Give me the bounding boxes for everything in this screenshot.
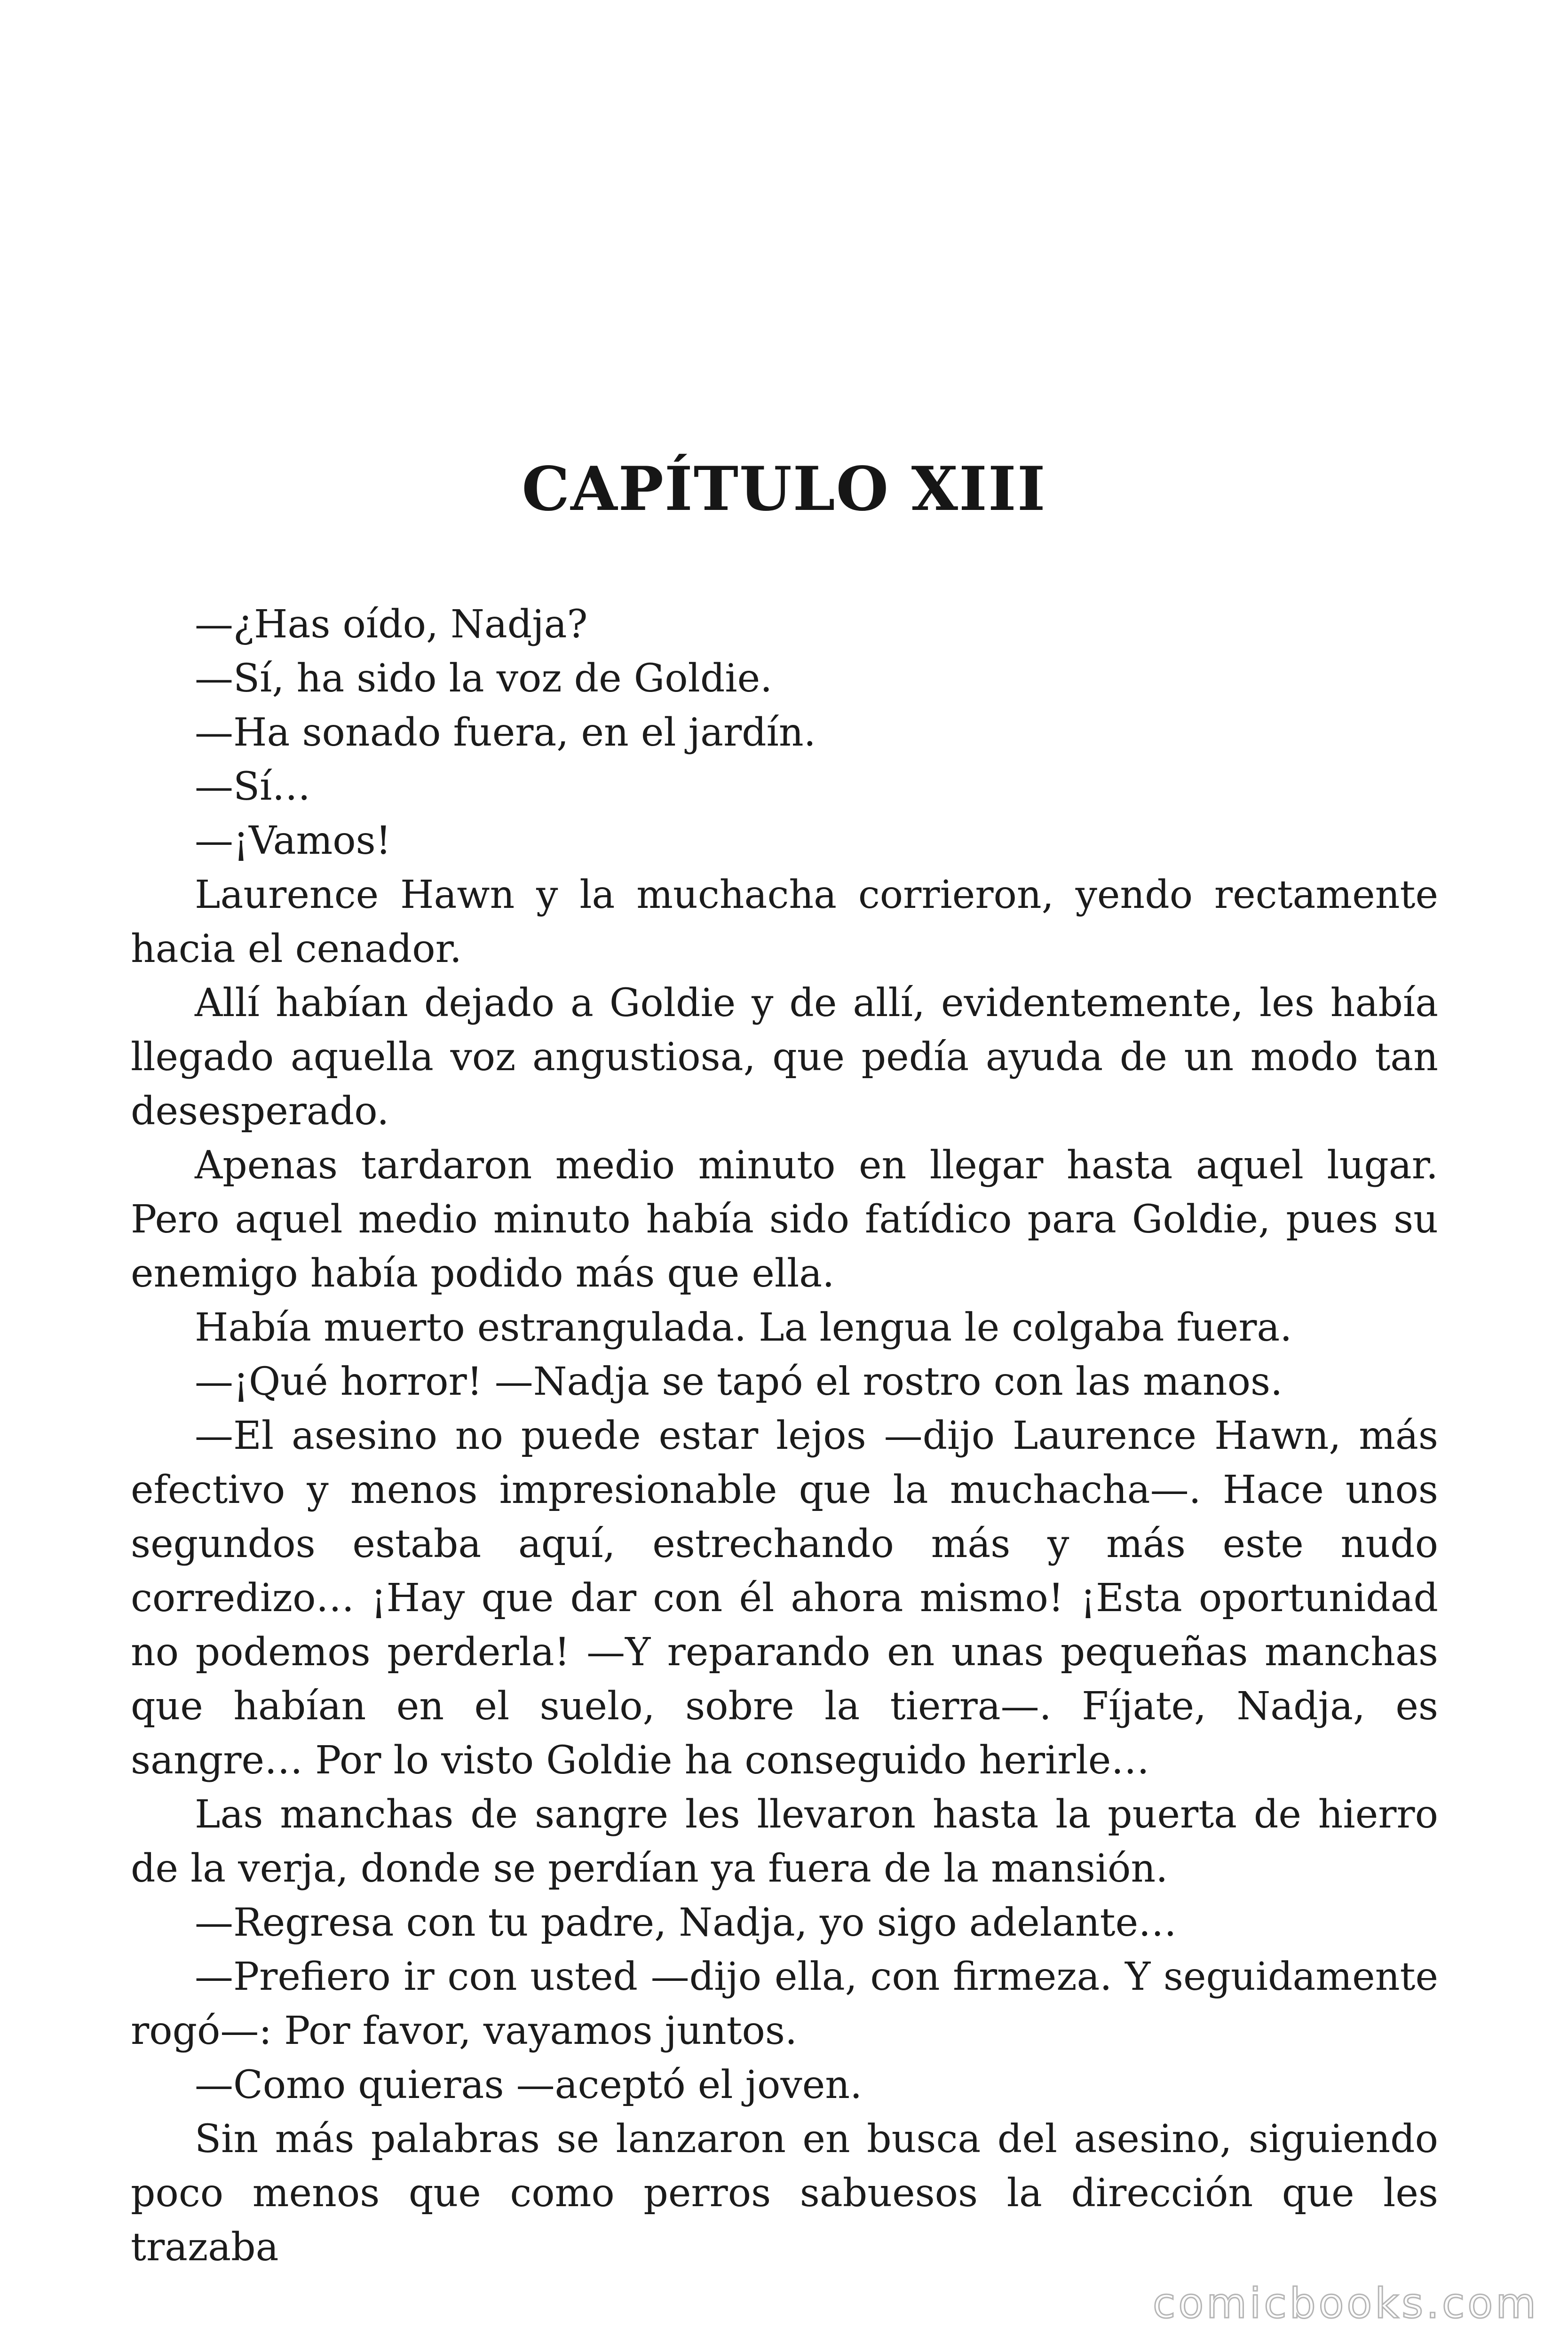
paragraph: Las manchas de sangre les llevaron hasta la puerta de hierro de la verja, donde se perdían ya fuera de la mansión. [131, 1792, 1438, 1891]
paragraph: —Regresa con tu padre, Nadja, yo sigo adelante… [195, 1900, 1177, 1945]
chapter-body [131, 597, 1438, 2274]
paragraph: Sin más palabras se lanzaron en busca del asesino, siguiendo poco menos que como perros sabuesos la dirección que les trazaba [131, 2117, 1438, 2270]
paragraph: —Prefiero ir con usted —dijo ella, con firmeza. Y seguidamente rogó—: Por favor, vayamos juntos. [131, 1955, 1438, 2053]
paragraph: —¡Vamos! [195, 818, 391, 863]
paragraph: —Ha sonado fuera, en el jardín. [195, 710, 816, 755]
paragraph: —Como quieras —aceptó el joven. [195, 2063, 863, 2107]
paragraph: —¡Qué horror! —Nadja se tapó el rostro con las manos. [195, 1359, 1283, 1404]
paragraph: —El asesino no puede estar lejos —dijo Laurence Hawn, más efectivo y menos impresionable que la muchacha—. Hace unos segundos estaba aquí, estrechando más y más este nudo corredizo… ¡Hay que dar con él ahora mismo! ¡Esta oportunidad no podemos perderla! —Y reparando en unas pequeñas manchas que habían en el suelo, sobre la tierra—. Fíjate, Nadja, es sangre… Por lo visto Goldie ha conseguido herirle… [131, 1414, 1438, 1783]
paragraph: Había muerto estrangulada. La lengua le colgaba fuera. [195, 1305, 1292, 1350]
paragraph: —¿Has oído, Nadja? [195, 602, 588, 647]
paragraph: —Sí… [195, 764, 311, 809]
paragraph: Laurence Hawn y la muchacha corrieron, yendo rectamente hacia el cenador. [131, 873, 1438, 971]
paragraph: Allí habían dejado a Goldie y de allí, evidentemente, les había llegado aquella voz angustiosa, que pedía ayuda de un modo tan desesperado. [131, 981, 1438, 1134]
paragraph: —Sí, ha sido la voz de Goldie. [195, 656, 773, 701]
chapter-title: CAPÍTULO XIII [522, 454, 1046, 524]
paragraph: Apenas tardaron medio minuto en llegar hasta aquel lugar. Pero aquel medio minuto había sido fatídico para Goldie, pues su enemigo había podido más que ella. [131, 1143, 1438, 1296]
site-watermark: comicbooks.com [1152, 2279, 1539, 2328]
